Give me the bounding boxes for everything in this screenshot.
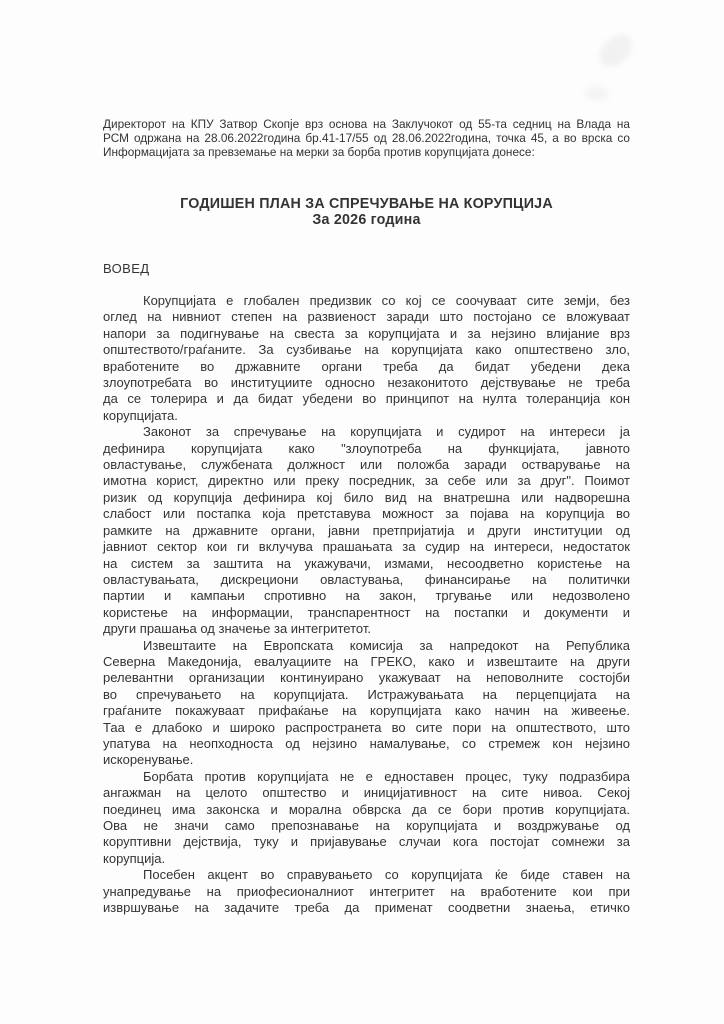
text-column xyxy=(103,0,630,916)
text-line: оглед на нивниот степен на развиеност заради што постојано се вложуваат xyxy=(103,309,630,325)
text-line: Северна Македонија, евалуациите на ГРЕКО, како и извештаите на други xyxy=(103,653,630,669)
text-line: Информацијата за превземање на мерки за борба против корупцијата донесе: xyxy=(103,145,535,160)
text-line: имотна корист, директно или преку посредник, за себе или за друг". Поимот xyxy=(103,473,630,489)
text-line: други прашања од значење за интегритетот. xyxy=(103,621,371,637)
text-line: во спречувањето на корупцијата. Истражувањата на перцепцијата на xyxy=(103,686,630,702)
text-line: ангажман на целото општество и иницијативност на сите нивоа. Секој xyxy=(103,785,630,801)
document-title-block xyxy=(103,196,630,229)
text-line: Корупцијата е глобален предизвик со кој се соочуваат сите земји, без xyxy=(143,293,630,309)
text-line: релевантни организации континуирано укажуваат на неповолните состојби xyxy=(103,670,630,686)
text-line: рамките на државните органи, јавни претпријатија и други институции од xyxy=(103,522,630,538)
text-line: Ова не значи само препознавање на корупцијата и воздржување од xyxy=(103,818,630,834)
text-line: општеството/граѓаните. За сузбивање на корупцијата како општествено зло, xyxy=(103,342,630,358)
text-line: Директорот на КПУ Затвор Скопје врз основа на Заклучокот од 55-та седниц на Влада на xyxy=(103,117,630,131)
text-line: Таа е длабоко и широко распространета во сите пори на општеството, што xyxy=(103,719,630,735)
text-line: коруптивни дејствија, туку и пријавување случаи кога постојат сомнежи за xyxy=(103,834,630,850)
document-title: ГОДИШЕН ПЛАН ЗА СПРЕЧУВАЊЕ НА КОРУПЦИЈА xyxy=(180,195,553,212)
text-line: Извештаите на Европската комисија за напредокот на Република xyxy=(143,637,630,653)
text-line: Борбата против корупцијата не е едноставен процес, туку подразбира xyxy=(143,768,630,784)
section-heading-voved: ВОВЕД xyxy=(103,260,150,276)
text-line: дефинира корупцијата како "злоупотреба на функцијата, јавното xyxy=(103,440,630,456)
text-line: јавниот сектор кои ги вклучува прашањата за судир на интереси, недостаток xyxy=(103,539,630,555)
text-line: извршување на задачите треба да применат соодветни знаења, етичко xyxy=(103,900,630,916)
text-line: Законот за спречување на корупцијата и судирот на интереси ја xyxy=(143,424,630,440)
text-line: искоренување. xyxy=(103,752,194,768)
body-paragraphs xyxy=(103,293,630,916)
text-line: злоупотребата во институциите односно незаконитото дејствување не треба xyxy=(103,375,630,391)
text-line: на систем за заштита на укажувачи, измами, несоодветно користење на xyxy=(103,555,630,571)
text-line: граѓаните покажуваат прифаќање на корупцијата како начин на живеење. xyxy=(103,703,630,719)
text-line: партии и кампањи спротивно на закон, тргување или недозволено xyxy=(103,588,630,604)
text-line: корупцијата. xyxy=(103,407,178,423)
text-line: да се толерира и да бидат убедени во принципот на нулта толеранција кон xyxy=(103,391,630,407)
text-line: напори за подигнување на свеста за корупцијата и за нејзино влијание врз xyxy=(103,325,630,341)
text-line: РСМ одржана на 28.06.2022година бр.41-17/55 од 28.06.2022година, точка 45, а во врска со xyxy=(103,131,630,146)
document-subtitle: За 2026 година xyxy=(312,212,421,229)
text-line: Посебен акцент во справувањето со корупцијата ќе биде ставен на xyxy=(143,867,630,883)
text-line: користење на информации, транспарентност на постапки и документи и xyxy=(103,604,630,620)
text-line: слабост или постапка која претставува можност за појава на корупција во xyxy=(103,506,630,522)
text-line: вработените во државните органи треба да бидат убедени дека xyxy=(103,358,630,374)
text-line: поединец има законска и морална обврска да се бори против корупцијата. xyxy=(103,801,630,817)
text-line: ризик од корупција дефинира кој било вид на внатрешна или надворешна xyxy=(103,489,630,505)
text-line: упатува на неопходноста од нејзино намалување, со стремеж кон нејзино xyxy=(103,735,630,751)
text-line: корупција. xyxy=(103,850,166,866)
text-line: овластување, службената должност или положба заради остварување на xyxy=(103,457,630,473)
text-line: овластувањата, дискрециони овластувања, финансирање на политички xyxy=(103,571,630,587)
preamble-paragraph xyxy=(103,117,630,160)
text-line: унапредување на приофесионалниот интегритет на вработените кои при xyxy=(103,883,630,899)
